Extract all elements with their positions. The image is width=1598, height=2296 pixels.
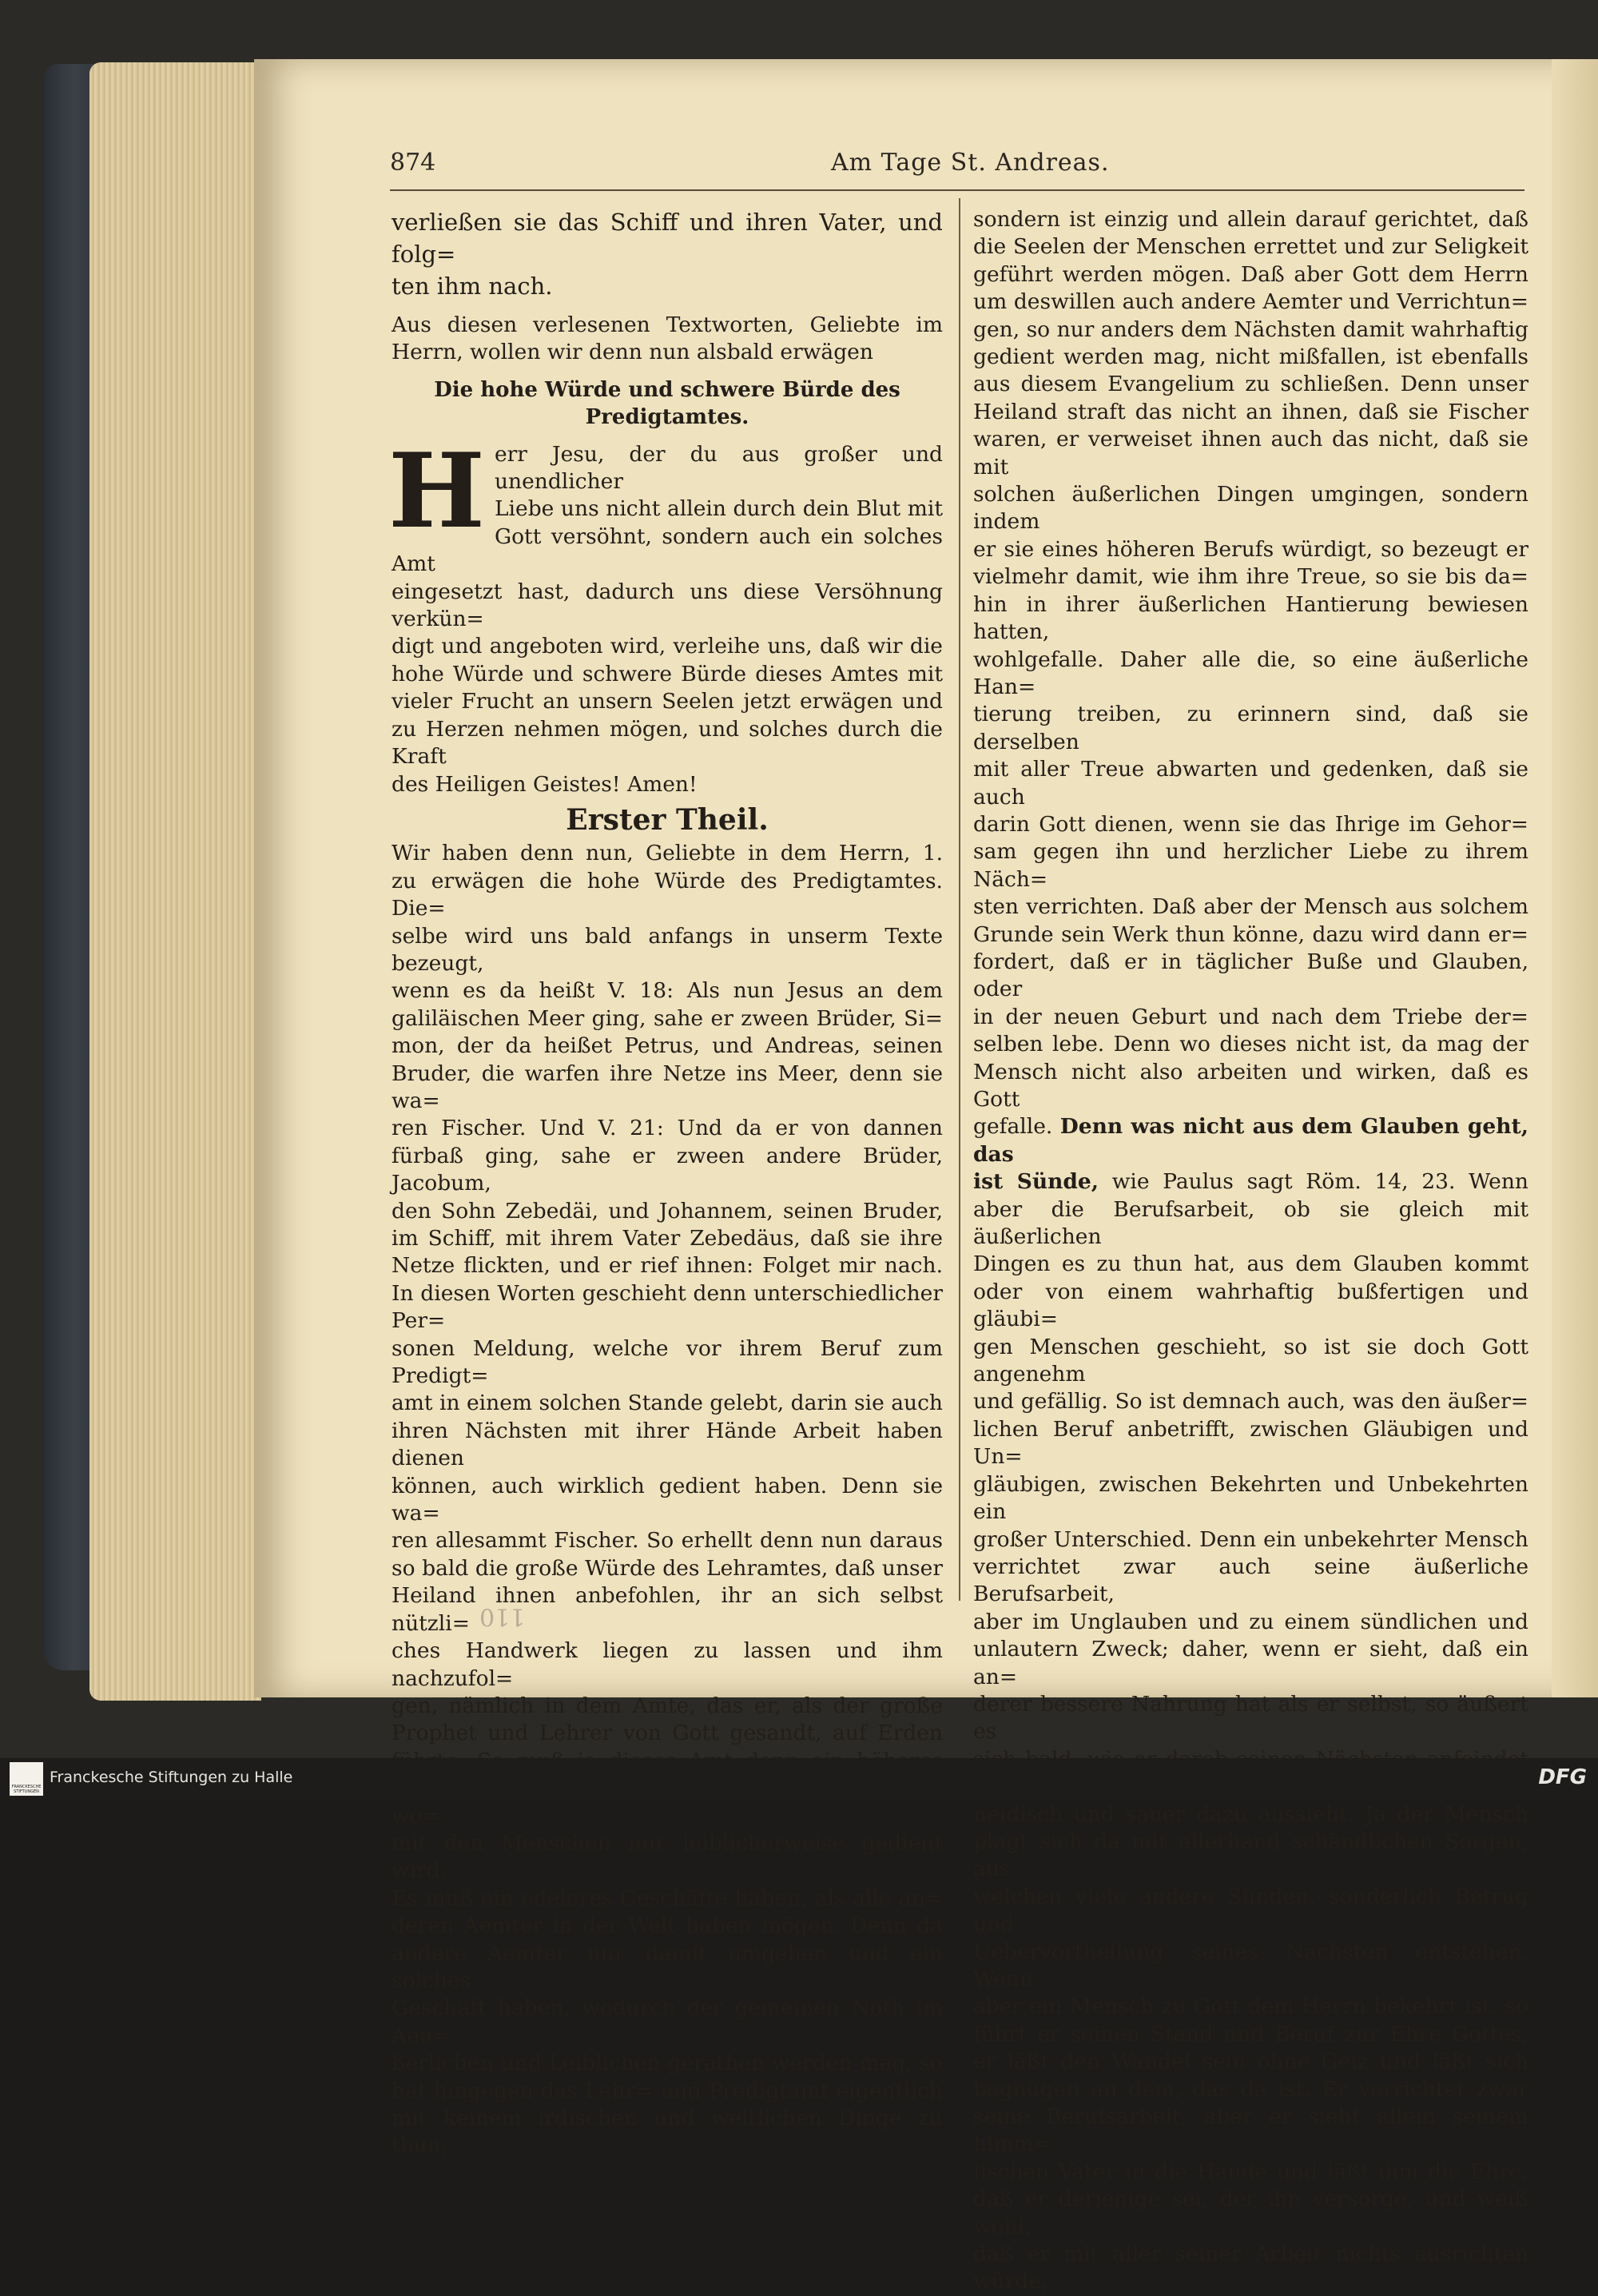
text-line: fürbaß ging, sahe er zween andere Brüder, Jacobum, xyxy=(392,1143,943,1196)
text-line: lichen Beruf anbetrifft, zwischen Gläubigen und Un= xyxy=(973,1416,1528,1470)
text-line: err Jesu, der du aus großer und unendlicher xyxy=(494,441,943,495)
text-line: zu Herzen nehmen mögen, und solches durch die Kraft xyxy=(392,716,943,770)
dfg-logo: DFG xyxy=(1538,1765,1587,1789)
text-line: deren Aemter in der Welt haben mögen. Denn da xyxy=(392,1913,943,1939)
text-line: neidisch und sauer dazu aussieht. Ja der Mensch xyxy=(973,1801,1528,1827)
text-line: eingesetzt hast, dadurch uns diese Versöhnung verkün= xyxy=(392,579,943,632)
text-line: können, auch wirklich gedient haben. Denn sie wa= xyxy=(392,1473,943,1526)
text-line: führt er seinen Stand und Beruf zur Ehre Gottes, xyxy=(973,2021,1528,2047)
text-line: aber die Berufsarbeit, ob sie gleich mit äußerlichen xyxy=(973,1196,1528,1250)
text-line: vielmehr damit, wie ihm ihre Treue, so sie bis da= xyxy=(973,564,1528,590)
text-line: selben lebe. Denn wo dieses nicht ist, da mag der xyxy=(973,1032,1528,1057)
text-line: Grunde sein Werk thun könne, dazu wird dann er= xyxy=(973,921,1528,947)
text-line: den Sohn Zebedäi, und Johannem, seinen Bruder, xyxy=(392,1198,943,1224)
text-line: die Seelen der Menschen errettet und zur Seligkeit xyxy=(973,234,1528,260)
text-line: wo= xyxy=(392,1803,440,1828)
page-edges xyxy=(89,62,261,1701)
text-line: gen, so nur anders dem Nächsten damit wahrhaftig xyxy=(973,316,1528,342)
footer-bar xyxy=(0,1758,1598,1799)
text-line: Gott versöhnt, sondern auch ein solches Amt xyxy=(392,523,943,577)
text-line: ren Fischer. Und V. 21: Und da er von dannen xyxy=(392,1116,943,1141)
bold-quote: ist Sünde, xyxy=(973,1169,1099,1195)
text-line: oder von einem wahrhaftig bußfertigen und gläubi= xyxy=(973,1279,1528,1332)
text-line: Mensch nicht also arbeiten und wirken, daß es Gott xyxy=(973,1059,1528,1112)
text-line: digt und angeboten wird, verleihe uns, daß wir die xyxy=(392,634,943,659)
text-line: aber im Unglauben und zu einem sündlichen und xyxy=(973,1609,1528,1634)
prayer-paragraph xyxy=(388,431,943,798)
text-line: tierung treiben, zu erinnern sind, daß sie derselben xyxy=(973,702,1528,754)
text-line: amt in einem solchen Stande gelebt, darin sie auch xyxy=(392,1391,943,1416)
left-column xyxy=(388,206,943,2160)
text-line: Uebervortheilung seines Nächsten entstehen. Wenn xyxy=(973,1939,1528,1992)
text-line: ches Handwerk liegen zu lassen und ihm nachzufol= xyxy=(392,1638,943,1691)
text-line: Prophet und Lehrer von Gott gesandt, auf Erden xyxy=(392,1721,943,1746)
text-line: Dingen es zu thun hat, aus dem Glauben kommt xyxy=(973,1251,1528,1277)
text-line: mon, der da heißet Petrus, und Andreas, seinen xyxy=(392,1033,943,1059)
institution-logo xyxy=(10,1762,43,1796)
text-line: waren, er verweiset ihnen auch das nicht, daß sie mit xyxy=(973,427,1528,479)
text-line: sten verrichten. Daß aber der Mensch aus solchem xyxy=(973,894,1528,920)
text-line: ren allesammt Fischer. So erhellt denn nun daraus xyxy=(392,1528,943,1554)
text-line: er läßt den Wandel sein ohne Geiz und läßt sich xyxy=(973,2049,1528,2075)
institution-name: Franckesche Stiftungen zu Halle xyxy=(50,1769,293,1786)
text-line: hohe Würde und schwere Bürde dieses Amtes mit xyxy=(392,661,943,686)
text-line: sondern ist einzig und allein darauf gerichtet, daß xyxy=(973,207,1528,232)
bold-quote: Denn was nicht aus dem Glauben geht, das xyxy=(973,1114,1529,1167)
text-line: im Schiff, mit ihrem Vater Zebedäus, daß sie ihre xyxy=(392,1226,943,1251)
text-line: plagt sich da mit allerhand schändlichen Sorgen, aus xyxy=(973,1828,1528,1882)
logo-text: FRANCKESCHE STIFTUNGEN xyxy=(11,1785,42,1794)
header-rule xyxy=(390,189,1524,191)
text-line: daß er derjenige sei, der ihn versorge, und weiß wohl, xyxy=(973,2187,1528,2239)
text-line xyxy=(973,1168,1528,1196)
text-line: zu erwägen die hohe Würde des Predigtamtes. Die= xyxy=(392,868,943,921)
text-line xyxy=(973,1113,1528,1168)
text-line: des Heiligen Geistes! Amen! xyxy=(392,771,698,797)
text-line: andere Aemter nur damit umgehen und ein solches xyxy=(392,1940,943,1993)
text-line: Netze flickten, und er rief ihnen: Folget mir nach. xyxy=(392,1253,943,1279)
text-line: darin Gott dienen, wenn sie das Ihrige im Gehor= xyxy=(973,811,1528,837)
text-line: Geschäft haben, wodurch der gemeinen Noth im Aeu= xyxy=(392,1996,943,2048)
text-line: unlautern Zweck; daher, wenn er sieht, daß ein an= xyxy=(973,1637,1528,1689)
text-line: verließen sie das Schiff und ihren Vater, und folg= xyxy=(392,209,943,268)
text-line: lischen Vater in die Hände und läßt ihm die Ehre, xyxy=(973,2159,1528,2184)
text-line: welchen viele andere Sünden, sonderlich Betrug und xyxy=(973,1884,1528,1937)
running-title: Am Tage St. Andreas. xyxy=(831,149,1110,177)
text-line: verrichtet zwar auch seine äußerliche Berufsarbeit, xyxy=(973,1554,1528,1607)
page-right-edge xyxy=(1552,59,1598,1697)
text-line: gläubigen, zwischen Bekehrten und Unbekehrten ein xyxy=(973,1471,1528,1525)
text-line: Liebe uns nicht allein durch dein Blut mit xyxy=(494,496,943,522)
text-line: selbe wird uns bald anfangs in unserm Texte bezeugt, xyxy=(392,923,943,976)
text-line: hin in ihrer äußerlichen Hantierung bewiesen hatten, xyxy=(973,591,1528,645)
text-line: geführt werden mögen. Daß aber Gott dem Herrn xyxy=(973,261,1528,287)
text-line: Herrn, wollen wir denn nun alsbald erwägen xyxy=(392,340,873,365)
text-line: und gefällig. So ist demnach auch, was den äußer= xyxy=(973,1389,1528,1415)
sermon-heading: Die hohe Würde und schwere Bürde des Predigtamtes. xyxy=(434,377,900,430)
text-line: begnügen an dem, das da ist. Er verrichtet zwar xyxy=(973,2076,1528,2102)
text-line: Heiland ihnen anbefohlen, ihr an sich selbst nützli= xyxy=(392,1583,943,1636)
page-number: 874 xyxy=(390,149,436,177)
drop-cap: H xyxy=(388,431,485,551)
text-line: er sie eines höheren Berufs würdigt, so bezeugt er xyxy=(973,536,1528,562)
text-line: aber ein Mensch zu Gott dem Herrn bekehrt ist, so xyxy=(973,1994,1528,2019)
text-line: mit aller Treue abwarten und gedenken, daß sie auch xyxy=(973,757,1528,810)
text-line: aus diesem Evangelium zu schließen. Denn unser xyxy=(973,372,1528,397)
text-line: mit den Menschen nur leiblicherweise gedient wird. xyxy=(392,1830,943,1884)
text-line: ßerlichen und Leiblichen gerathen werden mag, so xyxy=(392,2051,943,2076)
text-line: Heiland straft das nicht an ihnen, daß sie Fischer xyxy=(973,399,1528,424)
text-line: ihren Nächsten mit ihrer Hände Arbeit haben dienen xyxy=(392,1418,943,1471)
text-line: solchen äußerlichen Dingen umgingen, sondern indem xyxy=(973,482,1528,535)
text-line: fordert, daß er in täglicher Buße und Glauben, oder xyxy=(973,949,1528,1002)
text-line: in der neuen Geburt und nach dem Triebe der= xyxy=(973,1004,1528,1029)
text-line: sam gegen ihn und herzlicher Liebe zu ihrem Näch= xyxy=(973,839,1528,892)
text-line: hat hingegen das Lehr= und Predigtamt eigentlich xyxy=(392,2078,943,2103)
text-line: ten ihm nach. xyxy=(392,273,553,300)
text-line: so bald die große Würde des Lehramtes, daß unser xyxy=(392,1555,943,1581)
text-line: um deswillen auch andere Aemter und Verrichtun= xyxy=(973,289,1528,315)
ink-stamp: 110 xyxy=(479,1602,526,1630)
text-line: Es muß ein edeleres Geschäfte haben, als alle an= xyxy=(392,1885,943,1911)
right-column xyxy=(973,206,1528,2296)
text-line: großer Unterschied. Denn ein unbekehrter Mensch xyxy=(973,1526,1528,1552)
part-title: Erster Theil. xyxy=(566,802,769,837)
text-line: vieler Frucht an unsern Seelen jetzt erwägen und xyxy=(392,689,943,714)
text-line: Wir haben denn nun, Geliebte in dem Herrn, 1. xyxy=(392,841,943,866)
text-line: mit keinem irdischen und weltlichen Dinge zu thun, xyxy=(392,2106,943,2159)
text-fragment: gefalle. xyxy=(973,1114,1060,1140)
text-line: gen Menschen geschieht, so ist sie doch Gott angenehm xyxy=(973,1334,1528,1387)
text-line: wenn es da heißt V. 18: Als nun Jesus an dem xyxy=(392,978,943,1004)
text-line: gen, nämlich in dem Amte, das er, als der große xyxy=(392,1693,943,1718)
text-line: Aus diesen verlesenen Textworten, Geliebte im xyxy=(392,312,943,337)
text-line: seine Berufsarbeit, aber er sieht allein seinem himm= xyxy=(973,2104,1528,2157)
text-line: derer bessere Nahrung hat als er selbst, so äußert es xyxy=(973,1691,1528,1745)
text-line: daß er mit aller seiner Arbeit nichts ausrichten würde, xyxy=(973,2242,1528,2294)
text-line: Bruder, die warfen ihre Netze ins Meer, denn sie wa= xyxy=(392,1060,943,1113)
text-line: gedient werden mag, nicht mißfallen, ist ebenfalls xyxy=(973,344,1528,370)
text-line: sonen Meldung, welche vor ihrem Beruf zum Predigt= xyxy=(392,1335,943,1389)
text-line: galiläischen Meer ging, sahe er zween Brüder, Si= xyxy=(392,1005,943,1031)
text-line: In diesen Worten geschieht denn unterschiedlicher Per= xyxy=(392,1280,943,1334)
text-fragment: wie Paulus sagt Röm. 14, 23. Wenn xyxy=(1099,1169,1528,1195)
text-line: wohlgefalle. Daher alle die, so eine äußerliche Han= xyxy=(973,647,1528,699)
column-divider xyxy=(959,198,960,1601)
